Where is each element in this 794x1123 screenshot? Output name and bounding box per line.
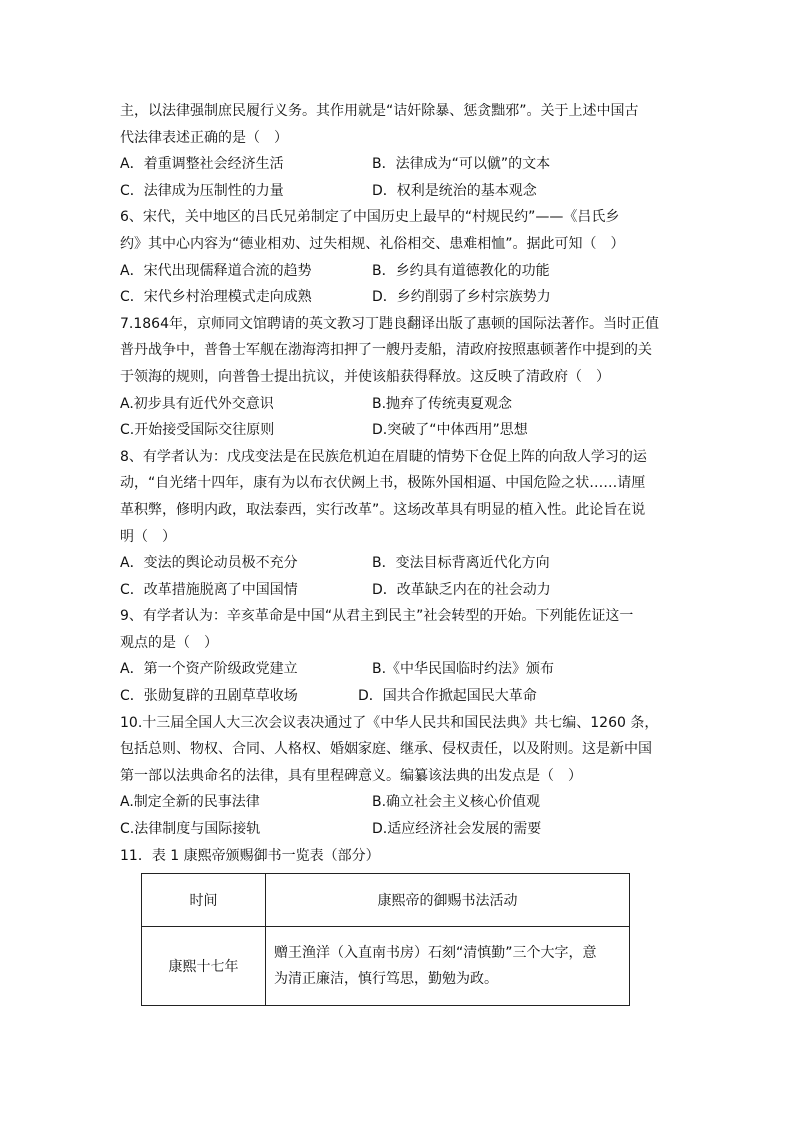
question-9-line: 9、有学者认为：辛亥革命是中国“从君主到民主”社会转型的开始。下列能佐证这一 <box>120 608 634 625</box>
table-header-activity: 康熙帝的御赐书法活动 <box>266 874 630 927</box>
options-row <box>120 284 680 311</box>
question-7-line: 于领海的规则，向普鲁士提出抗议，并使该船获得释放。这反映了清政府（ ） <box>120 368 610 385</box>
question-8-line: 革积弊，修明内政，取法泰西，实行改革”。这场改革具有明显的植入性。此论旨在说 <box>120 501 646 518</box>
text-line: 代法律表述正确的是（ ） <box>120 129 288 146</box>
option-c: C．法律成为压制性的力量 <box>120 182 284 199</box>
option-a: A.初步具有近代外交意识 <box>120 395 274 412</box>
table-cell-activity <box>266 927 630 1006</box>
question-6-line: 6、宋代，关中地区的吕氏兄弟制定了中国历史上最早的“村规民约”——《吕氏乡 <box>120 209 620 226</box>
option-d: D．权利是统治的基本观念 <box>372 182 537 199</box>
options-row <box>120 391 680 418</box>
options-row <box>120 417 680 444</box>
options-row <box>120 550 680 577</box>
question-8-line: 8、有学者认为：戊戌变法是在民族危机迫在眉睫的情势下仓促上阵的向敌人学习的运 <box>120 448 647 465</box>
question-10-line: 包括总则、物权、合同、人格权、婚姻家庭、继承、侵权责任，以及附则。这是新中国 <box>120 741 652 758</box>
option-a: A．着重调整社会经济生活 <box>120 156 284 173</box>
options-row <box>120 789 680 816</box>
option-b: B．变法目标背离近代化方向 <box>372 555 550 572</box>
option-d: D．乡约削弱了乡村宗族势力 <box>372 289 551 306</box>
options-row <box>120 258 680 285</box>
question-9-line: 观点的是（ ） <box>120 634 218 651</box>
option-d: D.突破了“中体西用”思想 <box>372 422 528 439</box>
options-row <box>120 656 680 683</box>
table-row <box>142 927 630 1006</box>
question-8-line: 动，“自光绪十四年，康有为以布衣伏阙上书，极陈外国相逼、中国危险之状……请厘 <box>120 475 646 492</box>
table-cell-line: 为清正廉洁，慎行笃思，勤勉为政。 <box>274 971 498 987</box>
table-cell-line: 赠王渔洋（入直南书房）石刻“清慎勤”三个大字，意 <box>274 945 597 961</box>
option-b: B．法律成为“可以僦”的文本 <box>372 156 551 173</box>
option-a: A.制定全新的民事法律 <box>120 794 260 811</box>
option-c: C．改革措施脱离了中国国情 <box>120 581 298 598</box>
text-line: 主，以法律强制庶民履行义务。其作用就是“诘奸除暴、惩贪黜邪”。关于上述中国古 <box>120 103 639 119</box>
question-11-line: 11．表 1 康熙帝颁赐御书一览表（部分） <box>120 847 380 864</box>
option-b: B.抛弃了传统夷夏观念 <box>372 395 513 412</box>
options-row <box>120 178 680 205</box>
option-a: A．第一个资产阶级政党建立 <box>120 661 298 678</box>
table-header-row <box>142 874 630 927</box>
question-text-block <box>120 98 680 869</box>
option-b: B.《中华民国临时约法》颁布 <box>372 661 555 678</box>
options-row <box>120 816 680 843</box>
option-d: D．国共合作掀起国民大革命 <box>358 688 537 705</box>
table-cell-time: 康熙十七年 <box>142 927 266 1006</box>
options-row <box>120 683 680 710</box>
option-d: D．改革缺乏内在的社会动力 <box>372 581 551 598</box>
option-c: C.开始接受国际交往原则 <box>120 422 275 439</box>
option-b: B．乡约具有道德教化的功能 <box>372 262 550 279</box>
option-c: C．张勋复辟的丑剧草草收场 <box>120 688 298 705</box>
option-c: C．宋代乡村治理模式走向成熟 <box>120 289 312 306</box>
option-a: A．宋代出现儒释道合流的趋势 <box>120 262 312 279</box>
question-10-line: 10.十三届全国人大三次会议表决通过了《中华人民共和国民法典》共七编、1260 条， <box>120 714 659 731</box>
question-8-line: 明（ ） <box>120 528 176 545</box>
options-row <box>120 577 680 604</box>
question-6-line: 约》其中心内容为“德业相劝、过失相规、礼俗相交、患难相恤”。据此可知（ ） <box>120 235 625 252</box>
question-7-line: 7.1864年，京师同文馆聘请的英文教习丁韪良翻译出版了惠顿的国际法著作。当时正值 <box>120 315 659 332</box>
question-10-line: 第一部以法典命名的法律，具有里程碑意义。编纂该法典的出发点是（ ） <box>120 767 582 784</box>
kangxi-table <box>141 873 630 1006</box>
option-c: C.法律制度与国际接轨 <box>120 821 261 838</box>
option-b: B.确立社会主义核心价值观 <box>372 794 541 811</box>
options-row <box>120 151 680 178</box>
option-a: A．变法的舆论动员极不充分 <box>120 555 298 572</box>
table-header-time: 时间 <box>142 874 266 927</box>
question-7-line: 普丹战争中，普鲁士军舰在渤海湾扣押了一艘丹麦船，清政府按照惠顿著作中提到的关 <box>120 342 652 359</box>
option-d: D.适应经济社会发展的需要 <box>372 821 542 838</box>
